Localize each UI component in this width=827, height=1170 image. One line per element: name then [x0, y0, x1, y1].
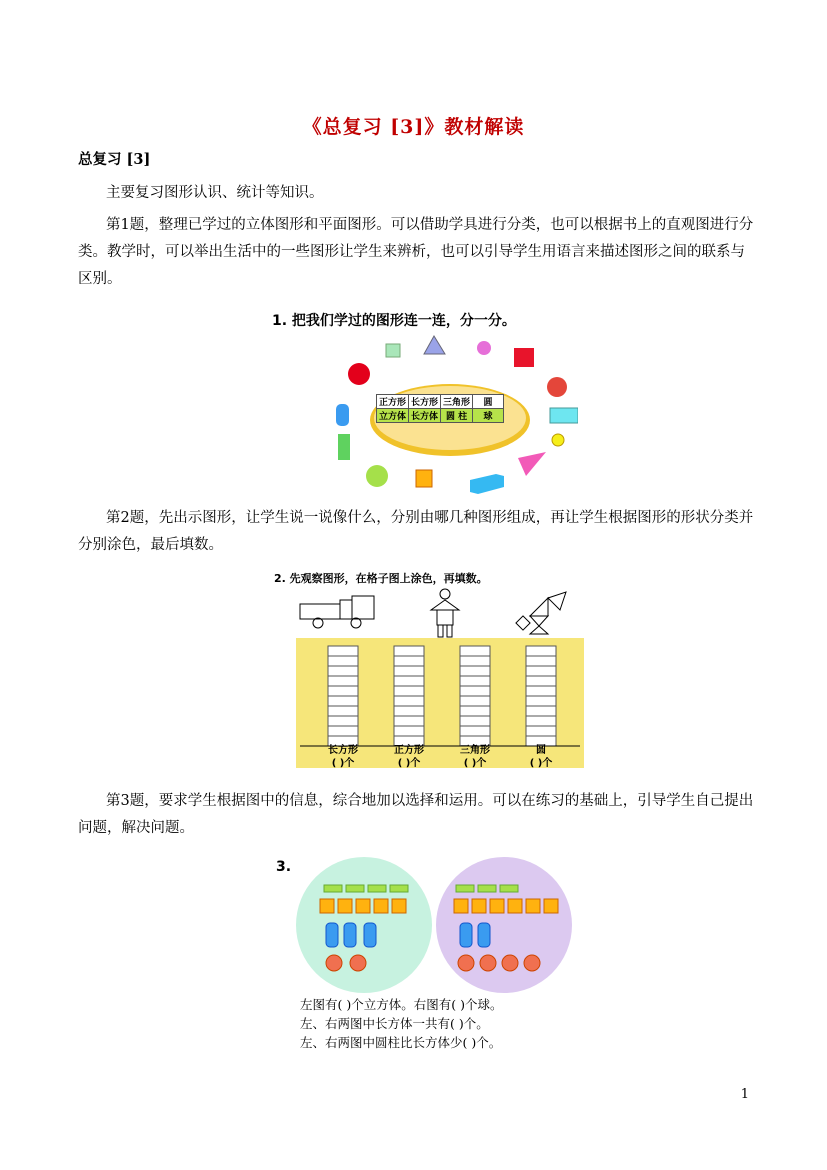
person-figure — [431, 589, 459, 637]
table-cell: 正方形 — [377, 395, 409, 409]
left-cubes — [320, 899, 406, 913]
figure-2-caption: 2. 先观察图形，在格子图上涂色，再填数。 — [274, 572, 488, 585]
cylinder-shape — [336, 404, 349, 426]
truck-figure — [300, 596, 374, 628]
page-number: 1 — [740, 1087, 749, 1102]
question-line: 左、右两图中圆柱比长方体少( )个。 — [300, 1035, 502, 1050]
table-cell: 三角形 — [441, 395, 473, 409]
bar-grid-panel — [296, 638, 584, 768]
right-cuboids — [456, 885, 518, 892]
picture-figures — [268, 588, 588, 640]
category-label: 长方形 — [328, 745, 358, 756]
category-label: 三角形 — [460, 745, 490, 756]
tangram-figure — [516, 592, 566, 634]
shape-classification-table — [376, 394, 504, 423]
question-lines — [300, 995, 502, 1052]
table-cell: 长方体 — [409, 409, 441, 423]
green-square-shape — [386, 344, 400, 357]
label-circle — [516, 744, 566, 770]
red-square-shape — [514, 348, 534, 367]
intro-paragraph: 主要复习图形认识、统计等知识。 — [106, 185, 324, 201]
paragraph-2: 第2题，先出示图形，让学生说一说像什么，分别由哪几种图形组成，再让学生根据图形的形状分类并分别涂色，最后填数。 — [78, 510, 754, 553]
orange-cube-shape — [416, 470, 432, 487]
figure-2 — [268, 566, 588, 776]
paragraph-1: 第1题，整理已学过的立体图形和平面图形。可以借助学具进行分类，也可以根据书上的直观图进行分类。教学时，可以举出生活中的一些图形让学生来辨析，也可以引导学生用语言来描述图形之间的联系与区别。 — [78, 217, 754, 287]
count-blank: ( )个 — [463, 758, 487, 769]
green-ball-shape — [366, 465, 388, 487]
red-circle-shape — [348, 363, 370, 385]
right-circle — [436, 857, 572, 993]
pink-triangle-shape — [518, 452, 546, 476]
count-blank: ( )个 — [331, 758, 355, 769]
label-rectangle — [318, 744, 368, 770]
figure-3 — [270, 855, 590, 1060]
section-heading: 总复习 [3] — [78, 151, 151, 168]
label-triangle — [450, 744, 500, 770]
figure-1 — [268, 306, 578, 496]
pink-circle-shape — [477, 341, 491, 355]
question-line: 左、右两图中长方体一共有( )个。 — [300, 1016, 489, 1031]
label-square — [384, 744, 434, 770]
figure-3-number: 3. — [276, 859, 292, 875]
cyan-rectangle-shape — [550, 408, 578, 423]
red-ball-shape — [547, 377, 567, 397]
category-label: 正方形 — [394, 745, 424, 756]
table-cell: 圆 柱 — [441, 409, 473, 423]
green-rectangle-shape — [338, 434, 350, 460]
table-cell: 立方体 — [377, 409, 409, 423]
count-blank: ( )个 — [529, 758, 553, 769]
page-title: 《总复习 [3]》教材解读 — [302, 116, 525, 138]
paragraph-3: 第3题，要求学生根据图中的信息，综合地加以选择和运用。可以在练习的基础上，引导学生自己提出问题，解决问题。 — [78, 793, 754, 836]
solids-illustration — [270, 855, 590, 995]
figure-1-caption: 1. 把我们学过的图形连一连，分一分。 — [272, 313, 516, 329]
left-cylinders — [326, 923, 376, 947]
triangle-shape — [424, 336, 445, 354]
count-blank: ( )个 — [397, 758, 421, 769]
category-label: 圆 — [536, 745, 546, 756]
table-cell: 长方形 — [409, 395, 441, 409]
table-cell: 球 — [473, 409, 504, 423]
question-line: 左图有( )个立方体。右图有( )个球。 — [300, 997, 503, 1012]
yellow-circle-shape — [552, 434, 564, 446]
cuboid-shape — [470, 474, 504, 494]
table-cell: 圆 — [473, 395, 504, 409]
